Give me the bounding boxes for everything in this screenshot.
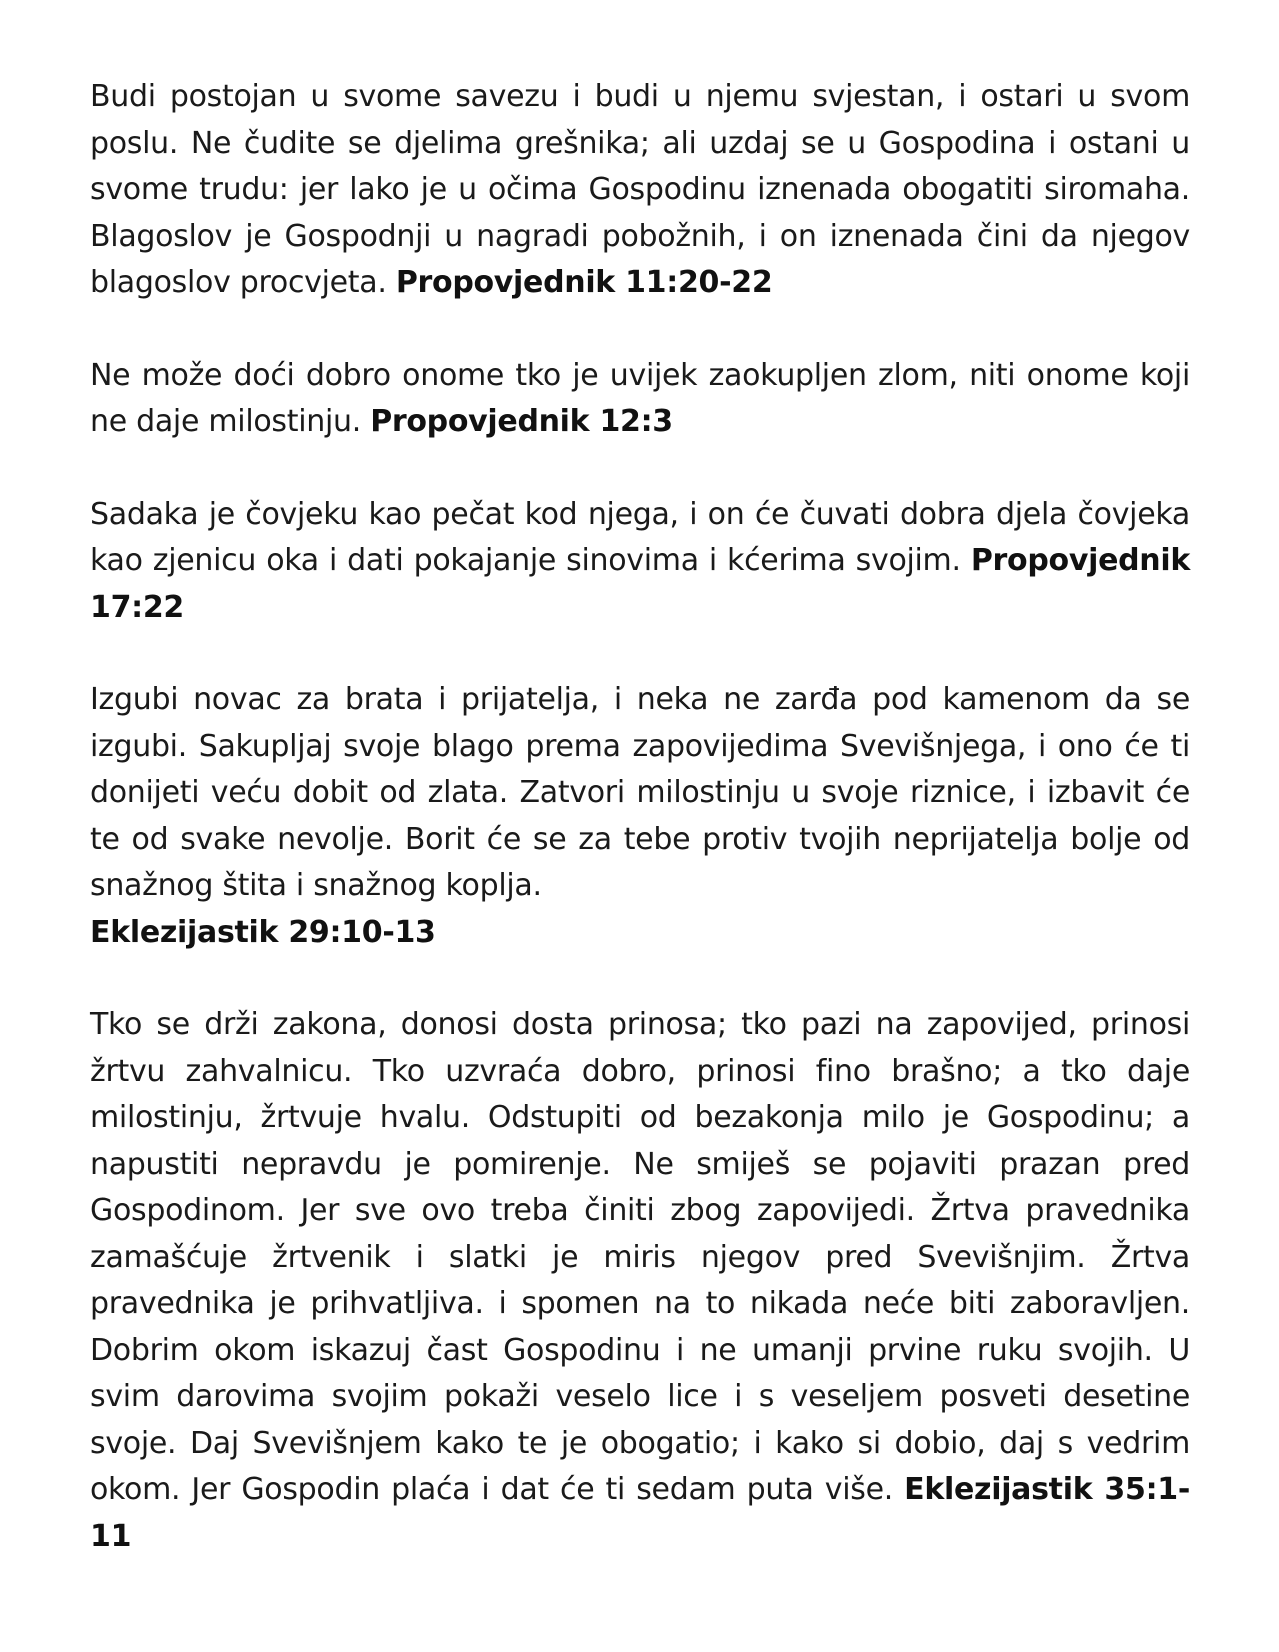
passage-text: Budi postojan u svome savezu i budi u njemu svjestan, i ostari u svom poslu. Ne čudite se djelima grešnika; ali uzdaj se u Gospodina i ostani u svome trudu: jer lako je u očima Gospodinu iznenada obogatiti siromaha. Blagoslov je Gospodnji u nagradi pobožnih, i on iznenada čini da njegov blagoslov procvjeta. (90, 79, 1190, 300)
passage-text: Ne može doći dobro onome tko je uvijek zaokupljen zlom, niti onome koji ne daje milostinju. (90, 357, 1190, 439)
passage-reference: Eklezijastik 35:1-11 (90, 1472, 1190, 1554)
passage-reference: Eklezijastik 29:10-13 (90, 914, 436, 950)
passage-5 (90, 1002, 1190, 1560)
passage-reference: Propovjednik 17:22 (90, 543, 1190, 625)
passage-text: Tko se drži zakona, donosi dosta prinosa; tko pazi na zapovijed, prinosi žrtvu zahvalnicu. Tko uzvraća dobro, prinosi fino brašno; a tko daje milostinju, žrtvuje hvalu. Odstupiti od bezakonja milo je Gospodinu; a napustiti nepravdu je pomirenje. Ne smiješ se pojaviti prazan pred Gospodinom. Jer sve ovo treba činiti zbog zapovijedi. Žrtva pravednika zamašćuje žrtvenik i slatki je miris njegov pred Svevišnjim. Žrtva pravednika je prihvatljiva. i spomen na to nikada neće biti zaboravljen. Dobrim okom iskazuj čast Gospodinu i ne umanji prvine ruku svojih. U svim darovima svojim pokaži veselo lice i s veseljem posveti desetine svoje. Daj Svevišnjem kako te je obogatio; i kako si dobio, daj s vedrim okom. Jer Gospodin plaća i dat će ti sedam puta više. (90, 1007, 1190, 1507)
passage-3 (90, 492, 1190, 632)
passage-reference: Propovjednik 12:3 (370, 404, 673, 439)
passage-1 (90, 74, 1190, 307)
passage-2 (90, 353, 1190, 446)
passage-text: Izgubi novac za brata i prijatelja, i neka ne zarđa pod kamenom da se izgubi. Sakupljaj svoje blago prema zapovijedima Svevišnjega, i ono će ti donijeti veću dobit od zlata. Zatvori milostinju u svoje riznice, i izbavit će te od svake nevolje. Borit će se za tebe protiv tvojih neprijatelja bolje od snažnog štita i snažnog koplja. (90, 682, 1190, 903)
passage-text: Sadaka je čovjeku kao pečat kod njega, i on će čuvati dobra djela čovjeka kao zjenicu oka i dati pokajanje sinovima i kćerima svojim. (90, 496, 1190, 578)
passage-4 (90, 677, 1190, 956)
passage-reference: Propovjednik 11:20-22 (395, 265, 773, 300)
document-page (90, 74, 1190, 1560)
